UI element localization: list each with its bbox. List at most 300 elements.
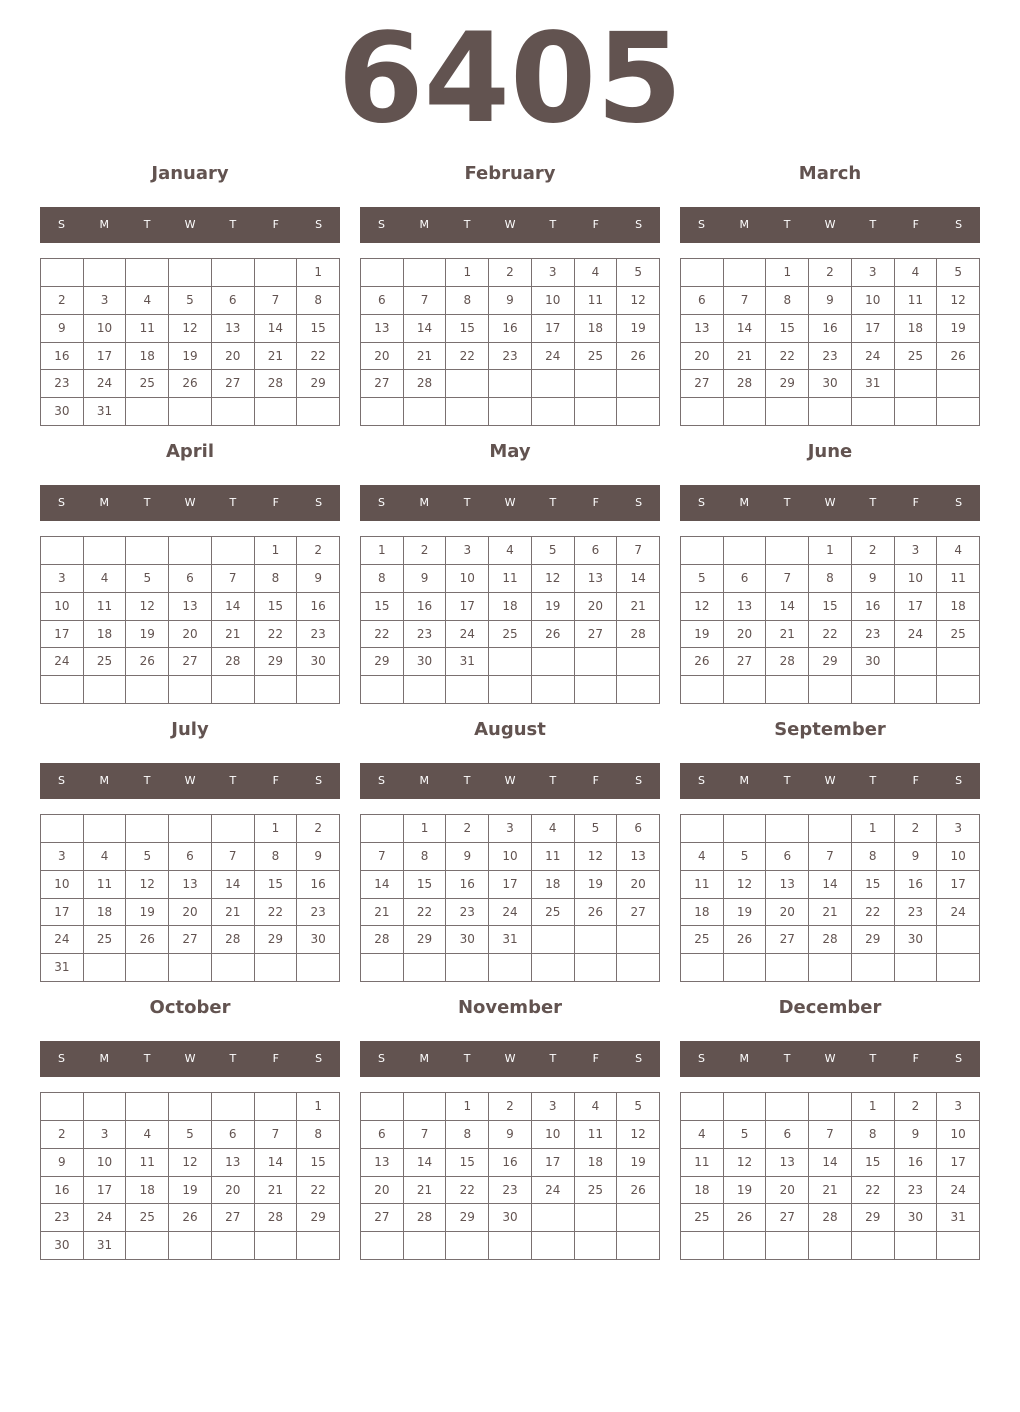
empty-day-cell bbox=[361, 954, 404, 982]
empty-day-cell bbox=[575, 926, 618, 954]
day-cell: 22 bbox=[766, 343, 809, 371]
empty-day-cell bbox=[809, 1093, 852, 1121]
day-cell: 23 bbox=[297, 621, 340, 649]
empty-day-cell bbox=[169, 815, 212, 843]
day-cell: 8 bbox=[446, 287, 489, 315]
empty-day-cell bbox=[169, 1232, 212, 1260]
weekday-label: T bbox=[463, 218, 471, 231]
days-grid bbox=[40, 814, 340, 982]
empty-day-cell bbox=[212, 398, 255, 426]
day-cell: 16 bbox=[489, 315, 532, 343]
day-cell: 5 bbox=[724, 843, 767, 871]
empty-day-cell bbox=[404, 676, 447, 704]
day-cell: 24 bbox=[41, 926, 84, 954]
day-cell: 20 bbox=[169, 899, 212, 927]
weekday-label: S bbox=[315, 774, 323, 787]
day-cell: 16 bbox=[41, 1177, 84, 1205]
day-cell: 17 bbox=[895, 593, 938, 621]
empty-day-cell bbox=[724, 1232, 767, 1260]
weekday-label: T bbox=[869, 496, 877, 509]
weekday-label: W bbox=[504, 774, 516, 787]
day-cell: 9 bbox=[489, 1121, 532, 1149]
days-grid bbox=[360, 814, 660, 982]
weekday-header bbox=[40, 1041, 340, 1077]
weekday-header bbox=[680, 207, 980, 243]
empty-day-cell bbox=[489, 648, 532, 676]
weekday-label: S bbox=[377, 1052, 385, 1065]
day-cell: 11 bbox=[937, 565, 980, 593]
empty-day-cell bbox=[681, 676, 724, 704]
day-cell: 2 bbox=[895, 815, 938, 843]
day-cell: 25 bbox=[681, 1204, 724, 1232]
empty-day-cell bbox=[681, 537, 724, 565]
weekday-label: T bbox=[549, 774, 557, 787]
day-cell: 23 bbox=[41, 370, 84, 398]
empty-day-cell bbox=[297, 398, 340, 426]
empty-day-cell bbox=[255, 398, 298, 426]
day-cell: 31 bbox=[41, 954, 84, 982]
day-cell: 22 bbox=[361, 621, 404, 649]
weekday-label: W bbox=[184, 496, 196, 509]
empty-day-cell bbox=[681, 398, 724, 426]
day-cell: 12 bbox=[169, 1149, 212, 1177]
month-name: June bbox=[807, 441, 853, 462]
empty-day-cell bbox=[724, 537, 767, 565]
empty-day-cell bbox=[532, 926, 575, 954]
month-name: August bbox=[474, 719, 546, 740]
day-cell: 15 bbox=[255, 593, 298, 621]
day-cell: 26 bbox=[617, 343, 660, 371]
weekday-label: F bbox=[912, 496, 919, 509]
empty-day-cell bbox=[361, 259, 404, 287]
day-cell: 27 bbox=[212, 1204, 255, 1232]
empty-day-cell bbox=[212, 259, 255, 287]
day-cell: 27 bbox=[169, 926, 212, 954]
days-grid bbox=[360, 1092, 660, 1260]
day-cell: 25 bbox=[532, 899, 575, 927]
day-cell: 23 bbox=[489, 343, 532, 371]
day-cell: 30 bbox=[297, 648, 340, 676]
empty-day-cell bbox=[297, 676, 340, 704]
empty-day-cell bbox=[169, 1093, 212, 1121]
day-cell: 28 bbox=[361, 926, 404, 954]
day-cell: 4 bbox=[532, 815, 575, 843]
day-cell: 3 bbox=[895, 537, 938, 565]
day-cell: 19 bbox=[681, 621, 724, 649]
empty-day-cell bbox=[532, 1232, 575, 1260]
weekday-label: S bbox=[697, 496, 705, 509]
day-cell: 19 bbox=[169, 343, 212, 371]
day-cell: 16 bbox=[404, 593, 447, 621]
empty-day-cell bbox=[575, 1204, 618, 1232]
day-cell: 29 bbox=[809, 648, 852, 676]
days-grid bbox=[680, 536, 980, 704]
empty-day-cell bbox=[212, 1093, 255, 1121]
weekday-label: S bbox=[955, 1052, 963, 1065]
day-cell: 13 bbox=[575, 565, 618, 593]
empty-day-cell bbox=[617, 1232, 660, 1260]
empty-day-cell bbox=[937, 398, 980, 426]
day-cell: 17 bbox=[937, 1149, 980, 1177]
weekday-label: S bbox=[57, 496, 65, 509]
day-cell: 15 bbox=[297, 1149, 340, 1177]
weekday-label: T bbox=[783, 496, 791, 509]
weekday-label: T bbox=[143, 218, 151, 231]
day-cell: 29 bbox=[852, 926, 895, 954]
day-cell: 7 bbox=[255, 1121, 298, 1149]
empty-day-cell bbox=[169, 537, 212, 565]
weekday-label: W bbox=[184, 1052, 196, 1065]
day-cell: 15 bbox=[404, 871, 447, 899]
day-cell: 5 bbox=[681, 565, 724, 593]
weekday-header bbox=[680, 485, 980, 521]
day-cell: 15 bbox=[255, 871, 298, 899]
empty-day-cell bbox=[852, 676, 895, 704]
day-cell: 18 bbox=[681, 899, 724, 927]
day-cell: 3 bbox=[84, 1121, 127, 1149]
weekday-label: S bbox=[377, 218, 385, 231]
weekday-label: W bbox=[504, 218, 516, 231]
day-cell: 21 bbox=[255, 1177, 298, 1205]
weekday-label: M bbox=[419, 774, 430, 787]
day-cell: 8 bbox=[297, 1121, 340, 1149]
day-cell: 15 bbox=[852, 1149, 895, 1177]
day-cell: 30 bbox=[41, 1232, 84, 1260]
day-cell: 25 bbox=[126, 1204, 169, 1232]
weekday-label: W bbox=[824, 496, 836, 509]
empty-day-cell bbox=[937, 1232, 980, 1260]
day-cell: 22 bbox=[255, 621, 298, 649]
day-cell: 18 bbox=[84, 621, 127, 649]
day-cell: 22 bbox=[297, 343, 340, 371]
day-cell: 10 bbox=[937, 843, 980, 871]
empty-day-cell bbox=[766, 1093, 809, 1121]
day-cell: 7 bbox=[404, 287, 447, 315]
day-cell: 7 bbox=[212, 565, 255, 593]
day-cell: 4 bbox=[681, 1121, 724, 1149]
day-cell: 26 bbox=[169, 370, 212, 398]
day-cell: 28 bbox=[404, 370, 447, 398]
empty-day-cell bbox=[255, 954, 298, 982]
day-cell: 21 bbox=[724, 343, 767, 371]
weekday-header bbox=[680, 1041, 980, 1077]
day-cell: 13 bbox=[766, 1149, 809, 1177]
day-cell: 23 bbox=[809, 343, 852, 371]
day-cell: 12 bbox=[937, 287, 980, 315]
empty-day-cell bbox=[809, 954, 852, 982]
day-cell: 17 bbox=[532, 1149, 575, 1177]
day-cell: 3 bbox=[532, 1093, 575, 1121]
empty-day-cell bbox=[681, 1232, 724, 1260]
day-cell: 26 bbox=[724, 926, 767, 954]
day-cell: 29 bbox=[766, 370, 809, 398]
weekday-label: T bbox=[869, 1052, 877, 1065]
day-cell: 14 bbox=[212, 871, 255, 899]
day-cell: 6 bbox=[212, 1121, 255, 1149]
empty-day-cell bbox=[809, 1232, 852, 1260]
empty-day-cell bbox=[126, 259, 169, 287]
empty-day-cell bbox=[255, 676, 298, 704]
day-cell: 27 bbox=[617, 899, 660, 927]
empty-day-cell bbox=[575, 954, 618, 982]
month-name: January bbox=[151, 163, 229, 184]
weekday-label: S bbox=[57, 218, 65, 231]
day-cell: 22 bbox=[809, 621, 852, 649]
weekday-header bbox=[40, 207, 340, 243]
weekday-label: T bbox=[463, 496, 471, 509]
day-cell: 20 bbox=[575, 593, 618, 621]
day-cell: 20 bbox=[212, 343, 255, 371]
empty-day-cell bbox=[489, 370, 532, 398]
weekday-label: F bbox=[912, 774, 919, 787]
empty-day-cell bbox=[766, 815, 809, 843]
day-cell: 21 bbox=[617, 593, 660, 621]
day-cell: 2 bbox=[852, 537, 895, 565]
day-cell: 21 bbox=[766, 621, 809, 649]
empty-day-cell bbox=[169, 676, 212, 704]
day-cell: 7 bbox=[809, 843, 852, 871]
empty-day-cell bbox=[617, 1204, 660, 1232]
day-cell: 9 bbox=[852, 565, 895, 593]
empty-day-cell bbox=[446, 676, 489, 704]
weekday-label: M bbox=[739, 1052, 750, 1065]
day-cell: 2 bbox=[41, 287, 84, 315]
weekday-label: M bbox=[739, 496, 750, 509]
day-cell: 23 bbox=[41, 1204, 84, 1232]
day-cell: 4 bbox=[895, 259, 938, 287]
day-cell: 30 bbox=[895, 1204, 938, 1232]
day-cell: 6 bbox=[361, 287, 404, 315]
day-cell: 1 bbox=[852, 1093, 895, 1121]
empty-day-cell bbox=[852, 1232, 895, 1260]
day-cell: 23 bbox=[895, 899, 938, 927]
weekday-label: S bbox=[57, 1052, 65, 1065]
day-cell: 17 bbox=[489, 871, 532, 899]
empty-day-cell bbox=[361, 398, 404, 426]
day-cell: 11 bbox=[84, 871, 127, 899]
day-cell: 26 bbox=[575, 899, 618, 927]
day-cell: 11 bbox=[84, 593, 127, 621]
day-cell: 26 bbox=[681, 648, 724, 676]
day-cell: 13 bbox=[724, 593, 767, 621]
day-cell: 10 bbox=[895, 565, 938, 593]
day-cell: 14 bbox=[617, 565, 660, 593]
day-cell: 3 bbox=[937, 1093, 980, 1121]
day-cell: 25 bbox=[575, 1177, 618, 1205]
day-cell: 28 bbox=[766, 648, 809, 676]
empty-day-cell bbox=[895, 648, 938, 676]
day-cell: 8 bbox=[766, 287, 809, 315]
day-cell: 25 bbox=[489, 621, 532, 649]
day-cell: 29 bbox=[297, 1204, 340, 1232]
days-grid bbox=[680, 1092, 980, 1260]
day-cell: 19 bbox=[617, 315, 660, 343]
weekday-label: M bbox=[419, 496, 430, 509]
day-cell: 6 bbox=[724, 565, 767, 593]
day-cell: 21 bbox=[212, 621, 255, 649]
weekday-label: T bbox=[783, 218, 791, 231]
empty-day-cell bbox=[617, 648, 660, 676]
day-cell: 1 bbox=[852, 815, 895, 843]
day-cell: 11 bbox=[895, 287, 938, 315]
day-cell: 26 bbox=[724, 1204, 767, 1232]
empty-day-cell bbox=[937, 648, 980, 676]
day-cell: 10 bbox=[446, 565, 489, 593]
weekday-label: T bbox=[463, 774, 471, 787]
weekday-label: F bbox=[272, 496, 279, 509]
day-cell: 3 bbox=[489, 815, 532, 843]
month-name: February bbox=[464, 163, 556, 184]
day-cell: 9 bbox=[297, 565, 340, 593]
day-cell: 9 bbox=[895, 843, 938, 871]
day-cell: 18 bbox=[575, 315, 618, 343]
day-cell: 28 bbox=[255, 1204, 298, 1232]
empty-day-cell bbox=[937, 954, 980, 982]
day-cell: 18 bbox=[84, 899, 127, 927]
day-cell: 12 bbox=[126, 593, 169, 621]
weekday-label: S bbox=[697, 1052, 705, 1065]
day-cell: 3 bbox=[852, 259, 895, 287]
day-cell: 16 bbox=[297, 871, 340, 899]
empty-day-cell bbox=[84, 1093, 127, 1121]
day-cell: 4 bbox=[84, 843, 127, 871]
day-cell: 4 bbox=[937, 537, 980, 565]
empty-day-cell bbox=[575, 1232, 618, 1260]
weekday-label: S bbox=[315, 496, 323, 509]
day-cell: 6 bbox=[766, 843, 809, 871]
day-cell: 26 bbox=[126, 926, 169, 954]
empty-day-cell bbox=[895, 398, 938, 426]
day-cell: 2 bbox=[489, 259, 532, 287]
day-cell: 2 bbox=[809, 259, 852, 287]
day-cell: 20 bbox=[766, 899, 809, 927]
day-cell: 18 bbox=[532, 871, 575, 899]
empty-day-cell bbox=[126, 1093, 169, 1121]
weekday-label: T bbox=[783, 774, 791, 787]
day-cell: 2 bbox=[41, 1121, 84, 1149]
day-cell: 14 bbox=[404, 315, 447, 343]
day-cell: 13 bbox=[766, 871, 809, 899]
weekday-label: W bbox=[184, 218, 196, 231]
weekday-label: S bbox=[697, 218, 705, 231]
empty-day-cell bbox=[575, 370, 618, 398]
day-cell: 27 bbox=[724, 648, 767, 676]
weekday-label: M bbox=[739, 774, 750, 787]
weekday-label: M bbox=[99, 218, 110, 231]
day-cell: 31 bbox=[84, 398, 127, 426]
empty-day-cell bbox=[84, 815, 127, 843]
weekday-label: S bbox=[315, 218, 323, 231]
day-cell: 11 bbox=[532, 843, 575, 871]
empty-day-cell bbox=[126, 954, 169, 982]
day-cell: 24 bbox=[895, 621, 938, 649]
days-grid bbox=[680, 258, 980, 426]
empty-day-cell bbox=[575, 648, 618, 676]
empty-day-cell bbox=[809, 676, 852, 704]
day-cell: 21 bbox=[404, 1177, 447, 1205]
empty-day-cell bbox=[404, 1232, 447, 1260]
empty-day-cell bbox=[937, 926, 980, 954]
weekday-label: F bbox=[272, 218, 279, 231]
empty-day-cell bbox=[532, 1204, 575, 1232]
day-cell: 5 bbox=[532, 537, 575, 565]
day-cell: 2 bbox=[297, 815, 340, 843]
weekday-label: T bbox=[229, 496, 237, 509]
day-cell: 28 bbox=[212, 648, 255, 676]
empty-day-cell bbox=[489, 398, 532, 426]
day-cell: 12 bbox=[575, 843, 618, 871]
empty-day-cell bbox=[169, 954, 212, 982]
day-cell: 13 bbox=[361, 315, 404, 343]
day-cell: 20 bbox=[724, 621, 767, 649]
day-cell: 14 bbox=[766, 593, 809, 621]
day-cell: 6 bbox=[361, 1121, 404, 1149]
day-cell: 3 bbox=[532, 259, 575, 287]
day-cell: 18 bbox=[126, 343, 169, 371]
weekday-label: S bbox=[955, 496, 963, 509]
day-cell: 1 bbox=[297, 259, 340, 287]
day-cell: 4 bbox=[84, 565, 127, 593]
weekday-label: M bbox=[99, 1052, 110, 1065]
empty-day-cell bbox=[212, 815, 255, 843]
day-cell: 25 bbox=[937, 621, 980, 649]
weekday-label: S bbox=[635, 218, 643, 231]
weekday-label: M bbox=[419, 218, 430, 231]
day-cell: 24 bbox=[41, 648, 84, 676]
weekday-label: W bbox=[504, 1052, 516, 1065]
empty-day-cell bbox=[681, 954, 724, 982]
empty-day-cell bbox=[724, 954, 767, 982]
day-cell: 7 bbox=[212, 843, 255, 871]
day-cell: 11 bbox=[126, 1149, 169, 1177]
empty-day-cell bbox=[532, 648, 575, 676]
empty-day-cell bbox=[809, 398, 852, 426]
day-cell: 14 bbox=[809, 871, 852, 899]
weekday-label: W bbox=[824, 774, 836, 787]
weekday-header bbox=[360, 763, 660, 799]
day-cell: 1 bbox=[446, 1093, 489, 1121]
days-grid bbox=[360, 258, 660, 426]
day-cell: 22 bbox=[852, 1177, 895, 1205]
empty-day-cell bbox=[297, 1232, 340, 1260]
day-cell: 22 bbox=[255, 899, 298, 927]
day-cell: 14 bbox=[809, 1149, 852, 1177]
weekday-header bbox=[40, 485, 340, 521]
day-cell: 11 bbox=[126, 315, 169, 343]
day-cell: 9 bbox=[446, 843, 489, 871]
day-cell: 17 bbox=[852, 315, 895, 343]
day-cell: 12 bbox=[126, 871, 169, 899]
day-cell: 13 bbox=[361, 1149, 404, 1177]
empty-day-cell bbox=[446, 398, 489, 426]
empty-day-cell bbox=[724, 398, 767, 426]
empty-day-cell bbox=[255, 259, 298, 287]
empty-day-cell bbox=[575, 398, 618, 426]
empty-day-cell bbox=[724, 259, 767, 287]
day-cell: 30 bbox=[895, 926, 938, 954]
month-name: September bbox=[774, 719, 886, 740]
day-cell: 11 bbox=[489, 565, 532, 593]
weekday-label: T bbox=[463, 1052, 471, 1065]
weekday-label: F bbox=[272, 774, 279, 787]
day-cell: 25 bbox=[575, 343, 618, 371]
day-cell: 17 bbox=[41, 899, 84, 927]
day-cell: 19 bbox=[724, 899, 767, 927]
day-cell: 25 bbox=[84, 926, 127, 954]
day-cell: 13 bbox=[169, 593, 212, 621]
weekday-label: T bbox=[869, 218, 877, 231]
day-cell: 15 bbox=[446, 315, 489, 343]
